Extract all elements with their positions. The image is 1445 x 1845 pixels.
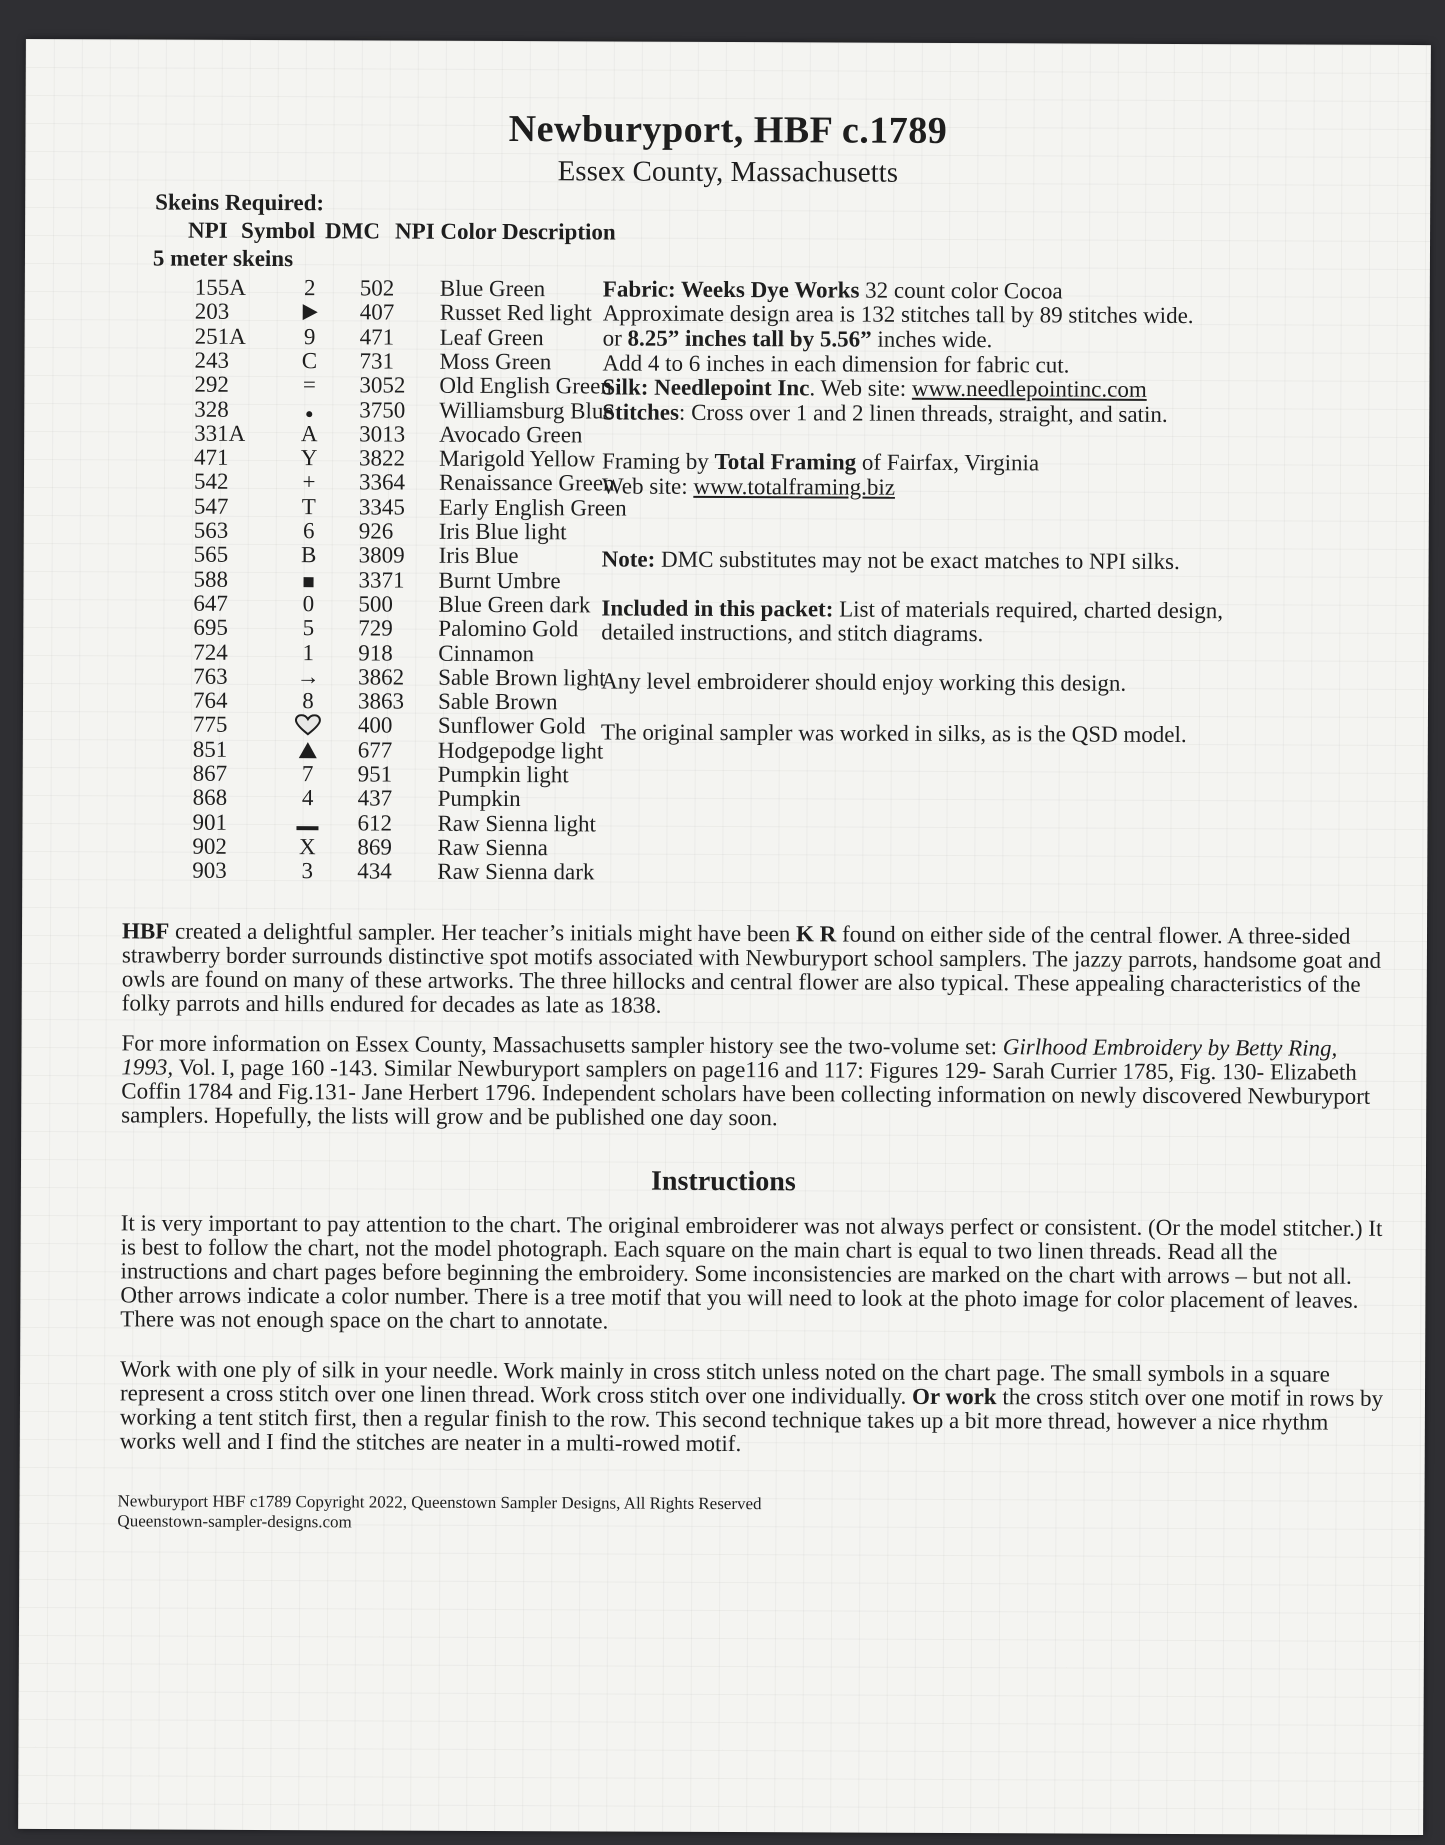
design-size-line: or 8.25” inches tall by 5.56” inches wide. xyxy=(602,325,993,353)
dmc-number: 729 xyxy=(358,615,393,641)
header-symbol: Symbol xyxy=(241,217,316,244)
color-description: Burnt Umbre xyxy=(438,567,561,593)
chart-symbol: 1 xyxy=(302,639,315,665)
dmc-number: 951 xyxy=(357,761,393,787)
original-line: The original sampler was worked in silks, as is the QSD model. xyxy=(600,719,1187,748)
chart-symbol: + xyxy=(302,469,316,495)
color-description: Palomino Gold xyxy=(438,615,579,642)
chart-symbol: C xyxy=(301,348,318,374)
npi-number: 902 xyxy=(192,833,227,859)
color-description: Pumpkin light xyxy=(437,761,569,788)
color-description: Cinnamon xyxy=(438,640,535,666)
history-paragraph-2: For more information on Essex County, Massachusetts sampler history see the two-volume set: Girlhood Embroidery by Betty Ring, 1993, Vol. I, page 160 -143. Similar Newburyport samplers on page116 and 117: Figures 129- Sarah Currier 1785, Fig. 130- Elizabeth Coffin 1784 and Fig.131- Jane Herbert 1796. Independent scholars have been collecting information on newly discovered Newburyport samplers. Hopefully, the lists will grow and be published one day soon. xyxy=(121,1030,1371,1131)
dmc-number: 3345 xyxy=(358,494,405,520)
npi-number: 331A xyxy=(194,420,246,446)
npi-number: 775 xyxy=(192,712,228,738)
dmc-number: 918 xyxy=(358,639,393,666)
document-page xyxy=(18,39,1431,1835)
npi-number: 292 xyxy=(194,371,229,398)
triangle-up-icon xyxy=(293,737,323,764)
npi-number: 851 xyxy=(192,736,228,762)
header-description: NPI Color Description xyxy=(395,218,616,245)
dot-icon xyxy=(294,397,324,423)
silk-line: Silk: Needlepoint Inc. Web site: www.needlepointinc.com xyxy=(602,374,1147,402)
color-description: Moss Green xyxy=(439,348,552,375)
npi-number: 647 xyxy=(193,590,229,616)
dmc-number: 400 xyxy=(357,712,393,738)
dash-icon xyxy=(292,810,322,836)
dmc-number: 434 xyxy=(357,858,392,884)
color-description: Iris Blue light xyxy=(438,518,567,545)
dmc-number: 731 xyxy=(359,348,395,374)
chart-symbol: 8 xyxy=(302,688,314,714)
chart-symbol: B xyxy=(300,542,317,568)
dmc-number: 3013 xyxy=(359,421,406,447)
fabric-cut-line: Add 4 to 6 inches in each dimension for fabric cut. xyxy=(602,350,1070,378)
header-npi: NPI xyxy=(188,217,228,243)
triangle-right-icon xyxy=(295,299,325,326)
npi-number: 764 xyxy=(192,687,228,713)
npi-number: 867 xyxy=(192,760,228,786)
npi-number: 695 xyxy=(193,614,228,641)
chart-symbol: = xyxy=(302,372,316,398)
npi-number: 243 xyxy=(194,347,230,373)
framing-line: Framing by Total Framing of Fairfax, Virginia xyxy=(602,448,1040,476)
color-description: Iris Blue xyxy=(438,543,519,569)
dmc-number: 407 xyxy=(359,299,395,325)
color-description: Blue Green xyxy=(439,275,546,302)
level-line: Any level embroiderer should enjoy working this design. xyxy=(601,668,1127,696)
footer-website[interactable]: Queenstown-sampler-designs.com xyxy=(117,1511,352,1532)
dmc-number: 926 xyxy=(358,518,394,544)
color-description: Raw Sienna light xyxy=(437,810,596,837)
color-description: Marigold Yellow xyxy=(439,445,596,472)
color-description: Sable Brown xyxy=(437,688,558,715)
color-description: Raw Sienna xyxy=(437,834,548,861)
dmc-number: 502 xyxy=(359,275,395,301)
npi-number: 251A xyxy=(194,323,246,349)
page-subtitle: Essex County, Massachusetts xyxy=(557,155,899,189)
dmc-number: 677 xyxy=(357,737,393,763)
chart-symbol: 2 xyxy=(304,275,316,301)
chart-symbol: 9 xyxy=(303,323,316,349)
dmc-number: 3809 xyxy=(358,542,405,568)
history-paragraph-1: HBF created a delightful sampler. Her teacher’s initials might have been K R found on either side of the central flower. A three-sided strawberry border surrounds distinctive spot motifs associated with Newburyport school samplers. The jazzy parrots, handsome goat and owls are found on many of these artworks. The three hillocks and central flower are also typical. These appealing characteristics of the folky parrots and hills endured for decades as late as 1838. xyxy=(121,918,1382,1018)
dmc-number: 612 xyxy=(357,809,393,836)
color-description: Williamsburg Blue xyxy=(439,397,614,424)
dmc-number: 3862 xyxy=(358,664,405,690)
page-title: Newburyport, HBF c.1789 xyxy=(508,108,948,152)
instructions-title: Instructions xyxy=(651,1165,796,1198)
dmc-number: 437 xyxy=(357,785,393,811)
dmc-number: 3364 xyxy=(358,469,406,495)
npi-number: 542 xyxy=(193,469,229,495)
color-description: Renaissance Green xyxy=(438,470,615,496)
dmc-number: 869 xyxy=(357,834,392,860)
color-description: Pumpkin xyxy=(437,786,521,812)
npi-number: 903 xyxy=(192,857,227,884)
chart-symbol: X xyxy=(299,834,316,860)
skeins-required-label: Skeins Required: xyxy=(155,189,325,216)
npi-number: 565 xyxy=(193,541,229,568)
needlepoint-link[interactable]: www.needlepointinc.com xyxy=(911,375,1147,402)
chart-symbol: 5 xyxy=(302,615,315,641)
instructions-paragraph-1: It is very important to pay attention to the chart. The original embroiderer was not always perfect or consistent. (Or the model stitcher.) It is best to follow the chart, not the model photograph. Each square on the main chart is equal to two linen threads. Read all the instructions and chart pages before beginning the embroidery. Some inconsistencies are marked on the chart with arrows – but not all. Other arrows indicate a color number. There is a tree motif that you will need to look at the photo image for color placement of leaves. There was not enough space on the chart to annotate. xyxy=(120,1210,1383,1334)
design-area-line: Approximate design area is 132 stitches tall by 89 stitches wide. xyxy=(602,300,1194,329)
color-description: Raw Sienna dark xyxy=(437,858,595,885)
color-description: Blue Green dark xyxy=(438,591,591,618)
chart-symbol: A xyxy=(300,420,318,447)
npi-number: 901 xyxy=(192,809,228,835)
chart-symbol: → xyxy=(296,663,320,690)
dmc-number: 3822 xyxy=(359,445,406,471)
npi-number: 471 xyxy=(194,444,229,470)
stitches-line: Stitches: Cross over 1 and 2 linen threads, straight, and satin. xyxy=(602,399,1168,427)
dmc-number: 3863 xyxy=(357,688,405,714)
framing-web-line: Web site: www.totalframing.biz xyxy=(601,473,896,500)
note-line: Note: DMC substitutes may not be exact matches to NPI silks. xyxy=(601,546,1180,574)
npi-number: 868 xyxy=(192,784,228,811)
npi-number: 763 xyxy=(193,663,228,689)
chart-symbol: 4 xyxy=(301,785,314,811)
dmc-number: 3750 xyxy=(359,396,406,423)
color-description: Avocado Green xyxy=(439,421,583,448)
chart-symbol: 6 xyxy=(302,518,315,544)
chart-symbol: T xyxy=(301,493,316,519)
npi-number: 328 xyxy=(194,396,229,422)
skein-group-label: 5 meter skeins xyxy=(152,245,294,272)
color-description: Leaf Green xyxy=(439,324,544,350)
npi-number: 203 xyxy=(194,298,230,325)
npi-number: 588 xyxy=(193,566,229,592)
color-description: Early English Green xyxy=(438,494,627,521)
header-dmc: DMC xyxy=(325,218,381,244)
chart-symbol: Y xyxy=(300,445,318,471)
dmc-number: 3371 xyxy=(358,566,405,593)
color-description: Hodgepodge light xyxy=(437,737,604,764)
npi-number: 563 xyxy=(193,517,229,543)
instructions-paragraph-2: Work with one ply of silk in your needle. Work mainly in cross stitch unless noted on the chart page. The small symbols in a square represent a cross stitch over one linen thread. Work cross stitch over one individually. Or work the cross stitch over one motif in rows by working a tent stitch first, then a regular finish to the row. This second technique takes up a bit more thread, however a nice rhythm works well and I find the stitches are neater in a multi-rowed motif. xyxy=(119,1356,1384,1457)
color-description: Sunflower Gold xyxy=(437,713,586,739)
color-description: Sable Brown light xyxy=(438,664,606,691)
color-description: Old English Green xyxy=(439,372,612,399)
chart-symbol: 3 xyxy=(301,858,314,884)
npi-number: 724 xyxy=(193,639,228,665)
dmc-number: 500 xyxy=(358,591,394,617)
npi-number: 547 xyxy=(193,493,229,519)
npi-number: 155A xyxy=(194,274,247,300)
footer-copyright: Newburyport HBF c1789 Copyright 2022, Queenstown Sampler Designs, All Rights Reserved xyxy=(117,1491,762,1514)
included-line-1: Included in this packet: List of materials required, charted design, xyxy=(601,595,1224,624)
fabric-line: Fabric: Weeks Dye Works 32 count color Cocoa xyxy=(602,276,1063,304)
included-line-2: detailed instructions, and stitch diagrams. xyxy=(601,619,984,647)
dmc-number: 3052 xyxy=(359,372,406,398)
color-description: Russet Red light xyxy=(439,300,592,326)
dmc-number: 471 xyxy=(359,323,395,350)
chart-symbol: 7 xyxy=(301,761,314,787)
chart-symbol: 0 xyxy=(302,591,315,617)
total-framing-link[interactable]: www.totalframing.biz xyxy=(693,473,896,500)
square-icon xyxy=(293,567,323,593)
